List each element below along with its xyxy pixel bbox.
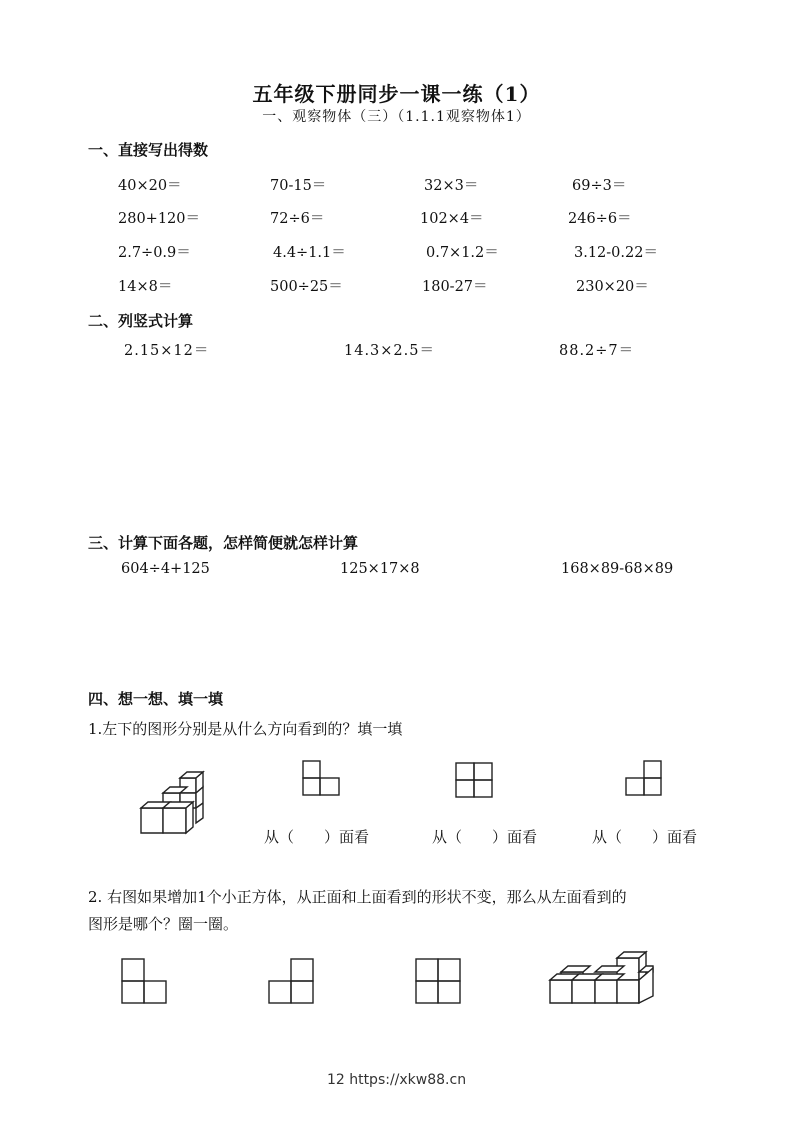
choice-shape-3 (415, 958, 463, 1004)
section-1-heading: 一、直接写出得数 (88, 141, 209, 159)
answer-label-2: 从（ ）面看 (432, 828, 538, 846)
question-2-text-line2: 图形是哪个？圈一圈。 (88, 915, 239, 933)
vertical-calc-3: 88.2÷7＝ (559, 343, 635, 359)
cube-solid-figure (140, 775, 210, 840)
simplify-calc-2: 125×17×8 (340, 561, 420, 577)
problem-r4c1: 14×8＝ (118, 279, 173, 295)
answer-label-3: 从（ ）面看 (592, 828, 698, 846)
view-shape-1 (302, 760, 342, 796)
vertical-calc-1: 2.15×12＝ (124, 343, 210, 359)
problem-r3c3: 0.7×1.2＝ (426, 245, 499, 261)
section-4-heading: 四、想一想、填一填 (88, 690, 224, 708)
vertical-calc-2: 14.3×2.5＝ (344, 343, 435, 359)
problem-r2c2: 72÷6＝ (270, 211, 325, 227)
page-title: 五年级下册同步一课一练（1） (252, 82, 541, 106)
section-2-heading: 二、列竖式计算 (88, 312, 194, 330)
footer-url: 12 https://xkw88.cn (326, 1072, 467, 1088)
view-shape-3 (625, 760, 665, 796)
problem-r4c2: 500÷25＝ (270, 279, 343, 295)
problem-r2c3: 102×4＝ (420, 211, 484, 227)
choice-shape-2 (268, 958, 316, 1004)
choice-shape-1 (121, 958, 169, 1004)
problem-r4c4: 230×20＝ (576, 279, 649, 295)
problem-r3c4: 3.12-0.22＝ (574, 245, 658, 261)
problem-r1c4: 69÷3＝ (572, 178, 627, 194)
problem-r3c1: 2.7÷0.9＝ (118, 245, 191, 261)
problem-r3c2: 4.4÷1.1＝ (273, 245, 346, 261)
question-1-text: 1.左下的图形分别是从什么方向看到的？填一填 (88, 720, 403, 738)
answer-label-1: 从（ ）面看 (264, 828, 370, 846)
problem-r2c4: 246÷6＝ (568, 211, 632, 227)
section-3-heading: 三、计算下面各题，怎样简便就怎样计算 (88, 534, 359, 552)
page-subtitle: 一、观察物体（三）（1.1.1观察物体1） (262, 109, 531, 125)
simplify-calc-3: 168×89-68×89 (561, 561, 674, 577)
problem-r4c3: 180-27＝ (422, 279, 488, 295)
view-shape-2 (455, 762, 495, 798)
problem-r1c2: 70-15＝ (270, 178, 327, 194)
problem-r1c1: 40×20＝ (118, 178, 182, 194)
simplify-calc-1: 604÷4+125 (121, 561, 210, 577)
question-2-text-line1: 2. 右图如果增加1个小正方体，从正面和上面看到的形状不变，那么从左面看到的 (88, 888, 627, 906)
problem-r2c1: 280+120＝ (118, 211, 201, 227)
cube-row-figure (549, 950, 659, 1006)
problem-r1c3: 32×3＝ (424, 178, 479, 194)
